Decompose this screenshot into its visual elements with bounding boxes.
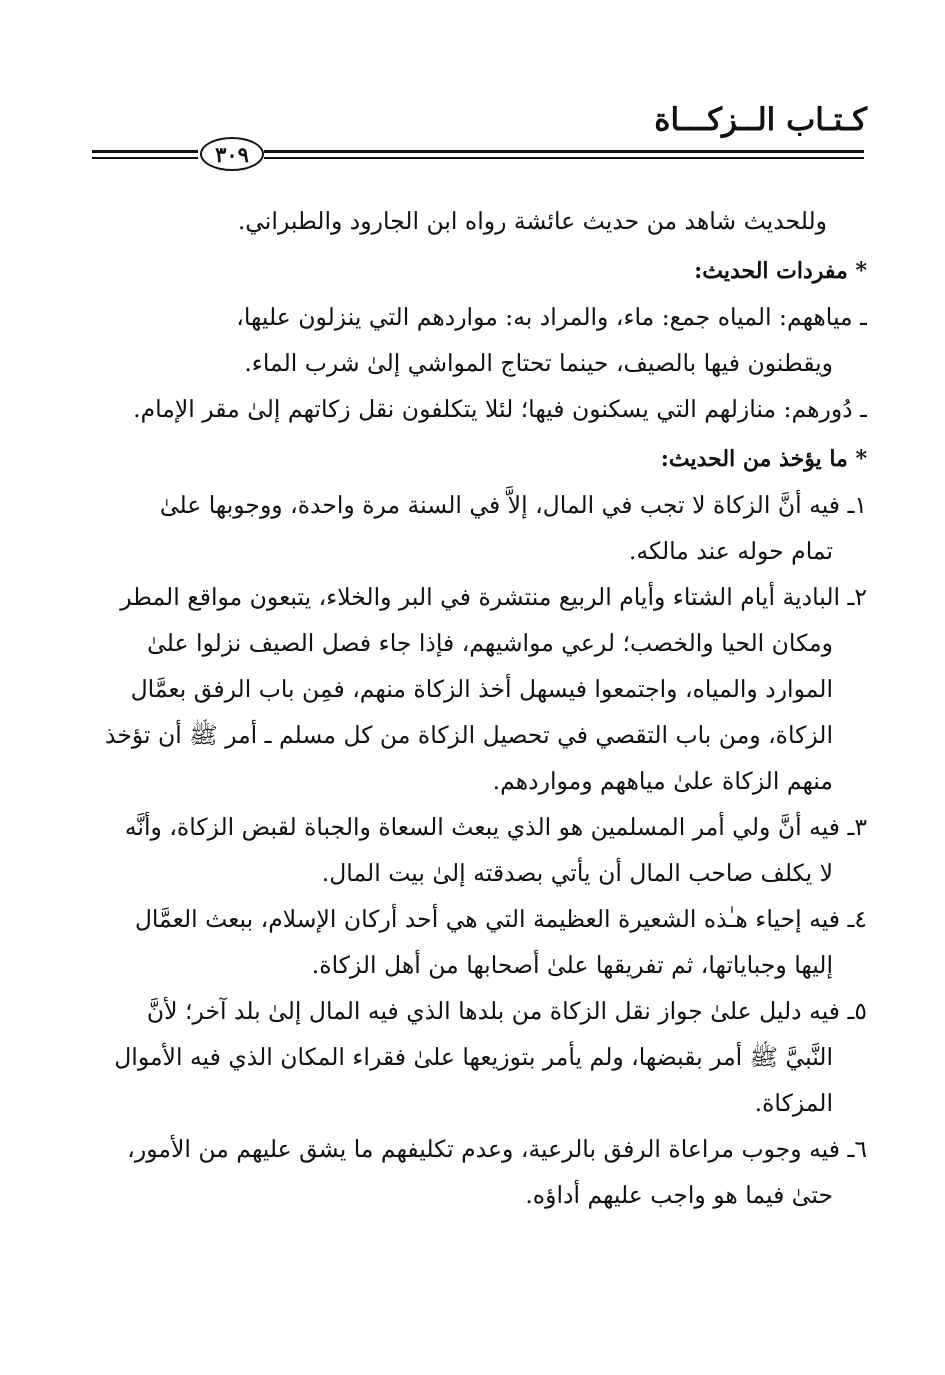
lesson-line: إليها وجباياتها، ثم تفريقها علىٰ أصحابها من أهل الزكاة. — [311, 951, 833, 979]
vocab-item-line: ـ دُورهم: منازلهم التي يسكنون فيها؛ لئلا يتكلفون نقل زكاتهم إلىٰ مقر الإمام. — [133, 395, 867, 423]
lesson-line: ومكان الحيا والخصب؛ لرعي مواشيهم، فإذا جاء فصل الصيف نزلوا علىٰ — [147, 629, 833, 657]
lesson-line: النَّبيَّ ﷺ أمر بقبضها، ولم يأمر بتوزيعها علىٰ فقراء المكان الذي فيه الأموال — [114, 1043, 833, 1071]
vocab-item-line: ويقطنون فيها بالصيف، حينما تحتاج المواشي إلىٰ شرب الماء. — [244, 349, 833, 377]
header-rule — [92, 137, 864, 171]
page-body — [90, 198, 867, 1218]
heading-lessons: * ما يؤخذ من الحديث: — [660, 446, 867, 472]
lesson-line: الزكاة، ومن باب التقصي في تحصيل الزكاة من كل مسلم ـ أمر ﷺ أن تؤخذ — [105, 721, 833, 749]
lesson-line: ٢ـ البادية أيام الشتاء وأيام الربيع منتشرة في البر والخلاء، يتبعون مواقع المطر — [120, 583, 867, 611]
heading-vocabulary: * مفردات الحديث: — [694, 258, 867, 284]
lesson-line: تمام حوله عند مالكه. — [628, 537, 833, 565]
lesson-line: الموارد والمياه، واجتمعوا فيسهل أخذ الزكاة منهم، فمِن باب الرفق بعمَّال — [130, 675, 833, 703]
lesson-line: ٦ـ فيه وجوب مراعاة الرفق بالرعية، وعدم تكليفهم ما يشق عليهم من الأمور، — [127, 1135, 867, 1163]
running-title: كـتـاب الــزكـــاة — [654, 102, 867, 138]
page-number: ٣٠٩ — [215, 141, 249, 167]
header-rule-right — [264, 150, 864, 159]
lesson-line: ٣ـ فيه أنَّ ولي أمر المسلمين هو الذي يبعث السعاة والجباة لقبض الزكاة، وأنَّه — [124, 813, 867, 841]
lesson-line: ٤ـ فيه إحياء هـٰذه الشعيرة العظيمة التي هي أحد أركان الإسلام، ببعث العمَّال — [134, 905, 867, 933]
lesson-line: ٥ـ فيه دليل علىٰ جواز نقل الزكاة من بلدها الذي فيه المال إلىٰ بلد آخر؛ لأنَّ — [146, 997, 867, 1025]
lesson-line: حتىٰ فيما هو واجب عليهم أداؤه. — [525, 1181, 833, 1209]
lesson-line: المزكاة. — [754, 1089, 833, 1117]
intro-text: وللحديث شاهد من حديث عائشة رواه ابن الجارود والطبراني. — [237, 207, 827, 235]
header-rule-left — [92, 150, 198, 159]
page-number-badge — [200, 137, 264, 171]
vocab-item-line: ـ مياههم: المياه جمع: ماء، والمراد به: مواردهم التي ينزلون عليها، — [236, 303, 867, 331]
lesson-line: لا يكلف صاحب المال أن يأتي بصدقته إلىٰ بيت المال. — [321, 859, 833, 887]
lesson-line: منهم الزكاة علىٰ مياههم ومواردهم. — [492, 767, 833, 795]
lesson-line: ١ـ فيه أنَّ الزكاة لا تجب في المال، إلاَّ في السنة مرة واحدة، ووجوبها علىٰ — [159, 491, 867, 519]
